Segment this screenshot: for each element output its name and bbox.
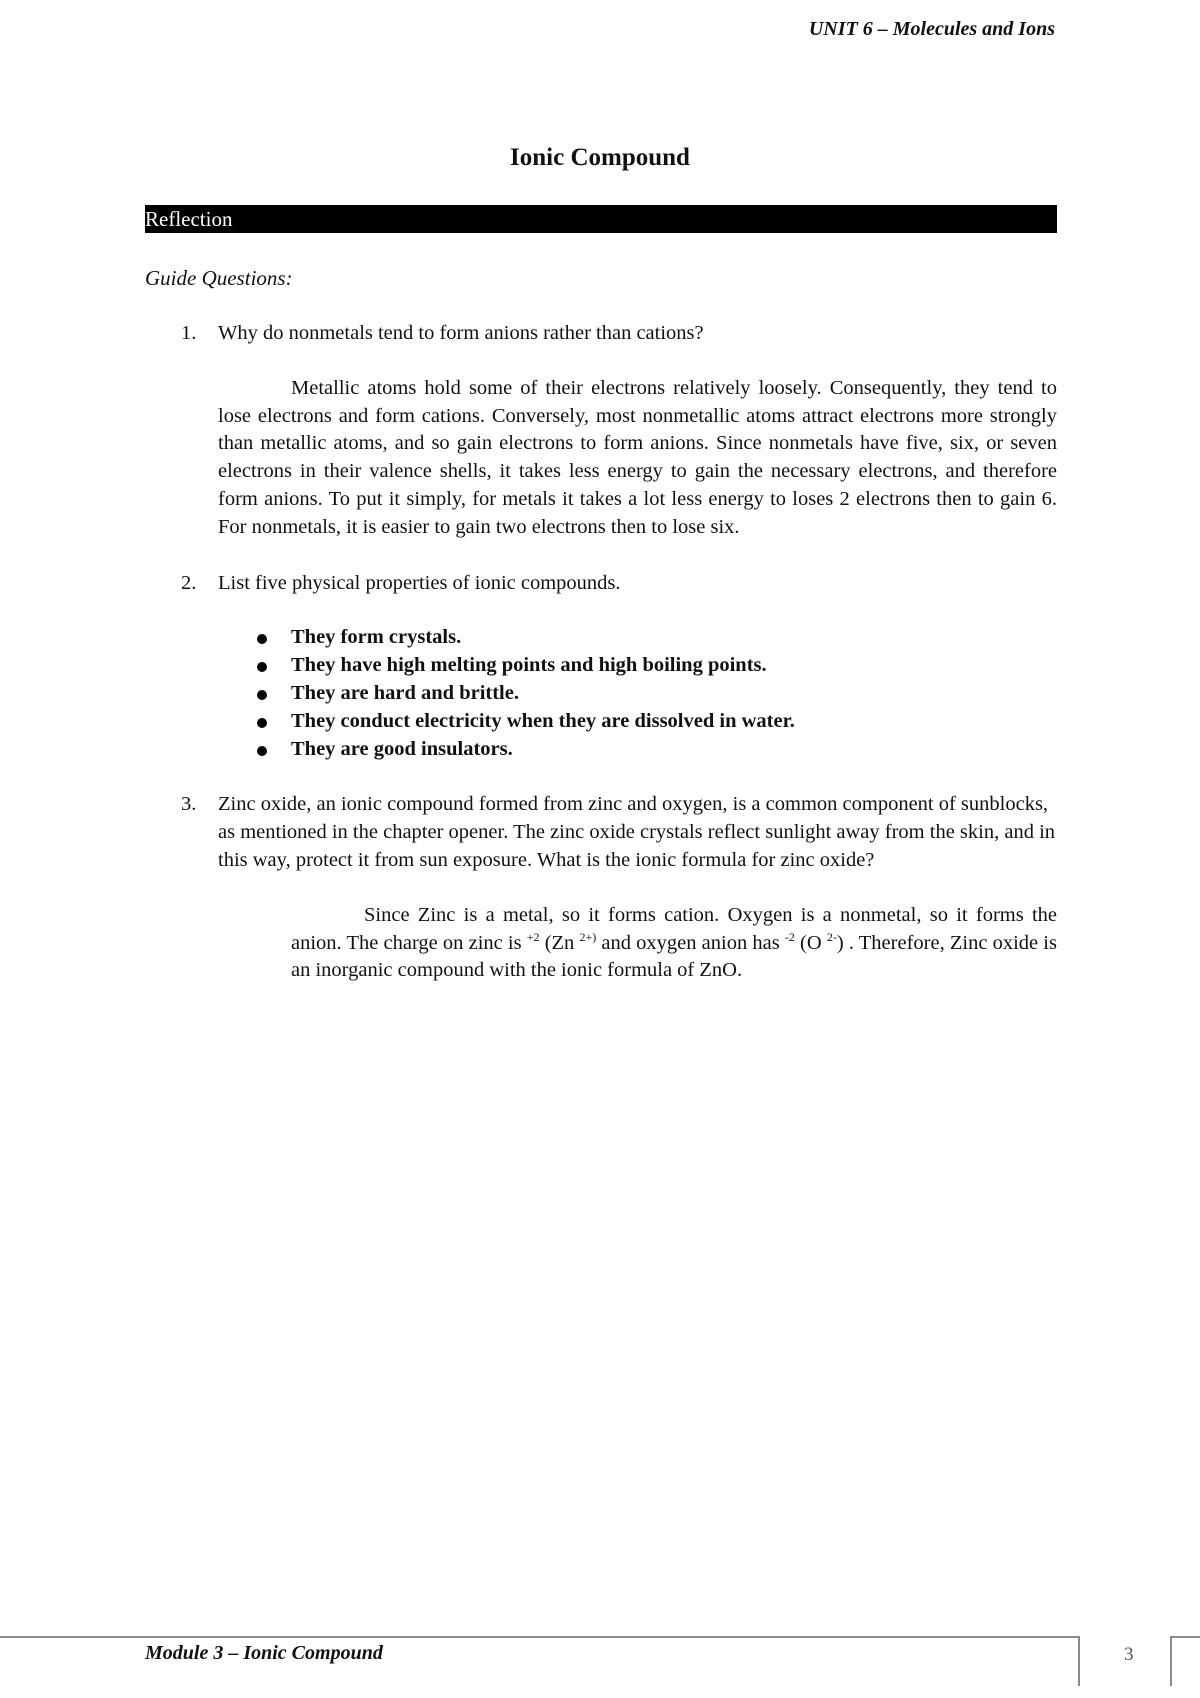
properties-list [145, 624, 1057, 763]
question-text: List five physical properties of ionic compounds. [218, 571, 621, 594]
question-1 [145, 320, 1057, 542]
page-title: Ionic Compound [510, 144, 690, 171]
question-number: 2. [181, 571, 197, 594]
question-3 [145, 791, 1057, 985]
answer-paragraph: Since Zinc is a metal, so it forms cation. Oxygen is a nonmetal, so it forms the anion. The charge on zinc is $^{+2}$ (Zn $^{2+)}$ and oxygen anion has $^{-2}$ (O $^{2-}$) . Therefore, Zinc oxide is an inorganic compound with the ionic formula of ZnO. [291, 903, 1057, 982]
guide-questions-label: Guide Questions: [145, 266, 293, 290]
section-heading-reflection: Reflection [145, 205, 1057, 233]
bullet-icon [257, 718, 267, 728]
footer-module-title: Module 3 – Ionic Compound [145, 1642, 383, 1664]
question-text: Zinc oxide, an ionic compound formed from zinc and oxygen, is a common component of sunblocks, as mentioned in the chapter opener. The zinc oxide crystals reflect sunlight away from the skin, and in this way, protect it from sun exposure. What is the ionic formula for zinc oxide? [218, 793, 1056, 871]
list-item: They conduct electricity when they are dissolved in water. [291, 708, 1057, 736]
bullet-icon [257, 662, 267, 672]
question-text: Why do nonmetals tend to form anions rather than cations? [218, 322, 704, 344]
bullet-icon [257, 746, 267, 756]
bullet-icon [257, 634, 267, 644]
question-number: 3. [181, 793, 197, 816]
list-item: They have high melting points and high boiling points. [291, 652, 1057, 680]
page-number: 3 [1124, 1644, 1134, 1665]
list-item: They form crystals. [291, 624, 1057, 652]
questions-content [145, 320, 1057, 985]
answer-paragraph: Metallic atoms hold some of their electrons relatively loosely. Consequently, they tend to lose electrons and form cations. Conversely, most nonmetallic atoms attract electrons more strongly than metallic atoms, and so gain electrons to form anions. Since nonmetals have five, six, or seven electrons in their valence shells, it takes less energy to gain the necessary electrons, and therefore form anions. To put it simply, for metals it takes a lot less energy to loses 2 electrons then to gain 6. For nonmetals, it is easier to gain two electrons then to lose six. [218, 376, 1057, 538]
bullet-icon [257, 690, 267, 700]
question-number: 1. [181, 322, 197, 344]
list-item: They are hard and brittle. [291, 680, 1057, 708]
page-header-unit: UNIT 6 – Molecules and Ions [808, 18, 1055, 40]
footer-rule [0, 1636, 1080, 1638]
footer-divider [1170, 1636, 1172, 1686]
footer-divider [1170, 1636, 1200, 1638]
footer-divider [1078, 1636, 1080, 1686]
list-item: They are good insulators. [291, 736, 1057, 764]
question-2 [145, 570, 1057, 598]
